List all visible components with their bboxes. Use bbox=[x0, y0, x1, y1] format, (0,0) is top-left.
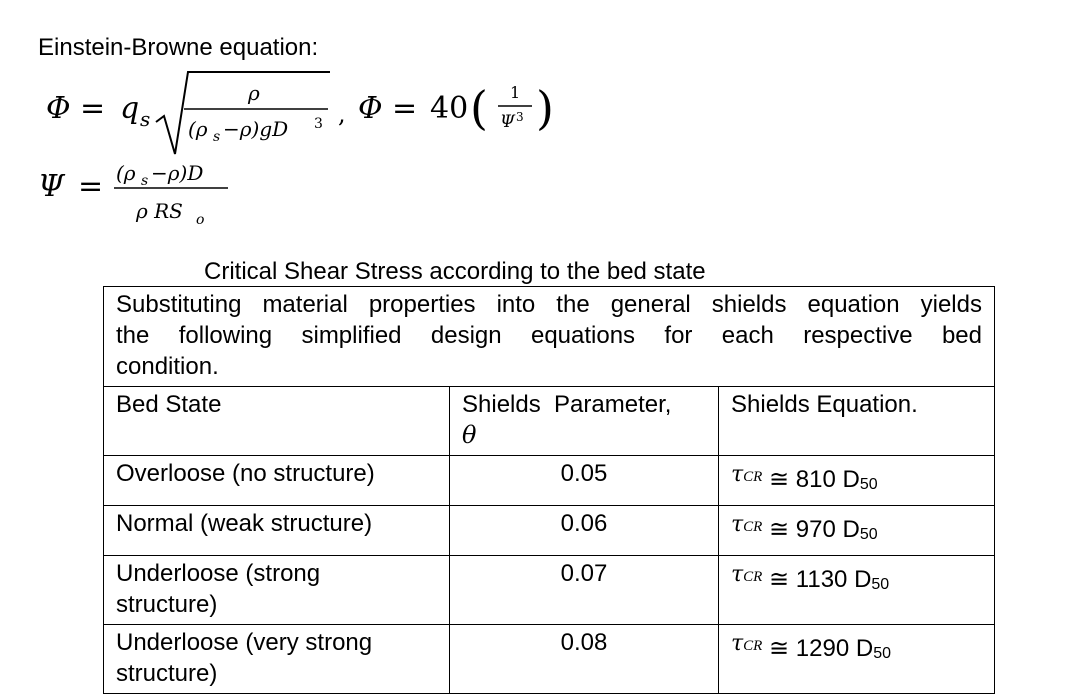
psi-numerator-b: −ρ)D bbox=[151, 161, 204, 185]
denominator-part-a: (ρ bbox=[188, 117, 208, 141]
equation-cell bbox=[719, 456, 995, 506]
psi-exponent: 3 bbox=[516, 110, 524, 124]
bed-state-cell: Normal (weak structure) bbox=[104, 506, 450, 556]
equals-sign: = bbox=[80, 91, 106, 126]
approx-sign: ≅ bbox=[769, 566, 790, 593]
psi-denominator: Ψ bbox=[500, 112, 515, 132]
table-caption: Critical Shear Stress according to the bed state bbox=[204, 258, 706, 285]
section-heading: Einstein-Browne equation: bbox=[38, 34, 319, 61]
equation-coefficient: 1130 D bbox=[795, 566, 872, 593]
diameter-subscript: 50 bbox=[871, 576, 890, 593]
diameter-subscript: 50 bbox=[859, 526, 878, 543]
theta-cell: 0.06 bbox=[450, 506, 719, 556]
left-paren: ( bbox=[470, 81, 488, 135]
theta-cell: 0.07 bbox=[450, 556, 719, 625]
equals-sign-3: = bbox=[78, 169, 104, 204]
q-subscript: s bbox=[140, 107, 151, 131]
intro-row bbox=[104, 287, 995, 387]
approx-sign: ≅ bbox=[769, 516, 790, 543]
approx-sign: ≅ bbox=[769, 466, 790, 493]
shear-stress-table bbox=[103, 286, 995, 694]
one-numerator: 1 bbox=[510, 83, 521, 102]
bed-state-cell: Overloose (no structure) bbox=[104, 456, 450, 506]
tau-symbol: τ bbox=[731, 631, 744, 656]
equation-cell bbox=[719, 556, 995, 625]
equation-coefficient: 1290 D bbox=[795, 635, 874, 662]
psi-denominator-subscript: o bbox=[196, 212, 205, 228]
phi-symbol: Φ bbox=[46, 91, 71, 126]
header-bed-state: Bed State bbox=[104, 387, 450, 456]
right-paren: ) bbox=[536, 81, 554, 135]
equation-block bbox=[0, 0, 1087, 240]
psi-numerator-a: (ρ bbox=[116, 161, 136, 185]
diameter-subscript: 50 bbox=[873, 645, 891, 662]
phi-symbol-2: Φ bbox=[358, 91, 383, 126]
forty: 40 bbox=[430, 91, 469, 126]
header-parameter-label: Shields Parameter, bbox=[462, 391, 672, 418]
tau-symbol: τ bbox=[731, 562, 744, 587]
equation-cell bbox=[719, 506, 995, 556]
tau-subscript: CR bbox=[743, 569, 763, 585]
header-parameter bbox=[450, 387, 719, 456]
psi-numerator-subscript: s bbox=[141, 173, 149, 189]
denominator-subscript: s bbox=[213, 129, 221, 145]
table-row bbox=[104, 506, 995, 556]
tau-symbol: τ bbox=[731, 462, 744, 487]
header-equation: Shields Equation. bbox=[719, 387, 995, 456]
comma: , bbox=[338, 100, 346, 128]
equation-coefficient: 810 D bbox=[795, 466, 860, 493]
equals-sign-2: = bbox=[392, 91, 418, 126]
approx-sign: ≅ bbox=[769, 635, 790, 662]
tau-subscript: CR bbox=[743, 519, 763, 535]
equation-cell bbox=[719, 625, 995, 694]
theta-cell: 0.05 bbox=[450, 456, 719, 506]
theta-symbol: θ bbox=[462, 421, 477, 449]
intro-line: Substituting material properties into the general shields equation yields bbox=[116, 291, 982, 318]
intro-cell bbox=[104, 287, 995, 387]
bed-state-cell: Underloose (strong structure) bbox=[104, 556, 450, 625]
q-symbol: q bbox=[120, 91, 140, 126]
rho-numerator: ρ bbox=[248, 81, 260, 105]
theta-cell: 0.08 bbox=[450, 625, 719, 694]
equation-coefficient: 970 D bbox=[795, 516, 860, 543]
intro-line: the following simplified design equations for each respective bed bbox=[116, 322, 982, 349]
tau-symbol: τ bbox=[731, 512, 744, 537]
denominator-part-b: −ρ)gD bbox=[223, 117, 289, 141]
denominator-exponent: 3 bbox=[314, 116, 323, 132]
psi-denominator-a: ρ RS bbox=[136, 199, 183, 223]
intro-line: condition. bbox=[116, 353, 219, 380]
tau-subscript: CR bbox=[743, 638, 763, 654]
tau-subscript: CR bbox=[743, 469, 763, 485]
diameter-subscript: 50 bbox=[859, 476, 878, 493]
table-row bbox=[104, 456, 995, 506]
header-row bbox=[104, 387, 995, 456]
table-row bbox=[104, 625, 995, 694]
bed-state-cell: Underloose (very strong structure) bbox=[104, 625, 450, 694]
table-row bbox=[104, 556, 995, 625]
square-root-sign bbox=[156, 72, 330, 154]
psi-symbol: Ψ bbox=[38, 169, 65, 204]
